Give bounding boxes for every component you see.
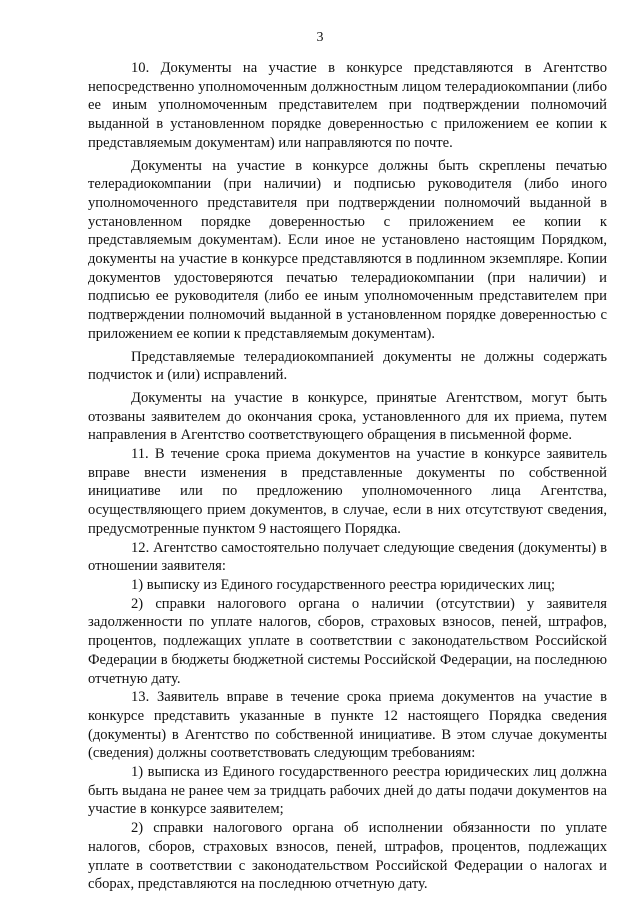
paragraph-13-item-2: 2) справки налогового органа об исполнении обязанности по уплате налогов, сборов, страховых взносов, пеней, штрафов, процентов, подлежащих уплате в соответствии с законодательством Российской Федерации о налогах и сборах, представляются на последнюю отчетную дату. (88, 820, 607, 893)
paragraph-11: 11. В течение срока приема документов на участие в конкурсе заявитель вправе внести изменения в представленные документы по собственной инициативе или по предложению уполномоченного лица Агентства, осуществляющего прием документов, в случае, если в них отсутствуют сведения, предусмотренные пунктом 9 настоящего Порядка. (88, 446, 607, 537)
paragraph-12-item-2: 2) справки налогового органа о наличии (отсутствии) у заявителя задолженности по уплате налогов, сборов, страховых взносов, пеней, штрафов, процентов, подлежащих уплате в соответствии с законодательством Российской Федерации в бюджеты бюджетной системы Российской Федерации, на последнюю отчетную дату. (88, 595, 607, 687)
paragraph-13: 13. Заявитель вправе в течение срока приема документов на участие в конкурсе представить указанные в пункте 12 настоящего Порядка сведения (документы) в Агентство по собственной инициативе. В этом случае документы (сведения) должны соответствовать следующим требованиям: (88, 689, 607, 762)
paragraph-signing-requirements: Документы на участие в конкурсе должны быть скреплены печатью телерадиокомпании (при наличии) и подписью руководителя (либо иного уполномоченного представителя при подтверждении полномочий выданной в установленном порядке доверенностью с приложением ее копии к представляемым документам). Если иное не установлено настоящим Порядком, документы на участие в конкурсе представляются в подлинном экземпляре. Копии документов удостоверяются печатью телерадиокомпании (при наличии) и подписью ее руководителя (либо ее иным уполномоченным представителем при подтверждении полномочий выданной в установленном порядке доверенностью с приложением ее копии к представляемым документам). (88, 157, 607, 342)
paragraph-no-corrections: Представляемые телерадиокомпанией документы не должны содержать подчисток и (или) исправлений. (88, 348, 607, 384)
paragraph-13-item-1: 1) выписка из Единого государственного реестра юридических лиц должна быть выдана не ранее чем за тридцать рабочих дней до даты подачи документов на участие в конкурсе заявителем; (88, 764, 607, 818)
paragraph-withdrawal: Документы на участие в конкурсе, принятые Агентством, могут быть отозваны заявителем до окончания срока, установленного для их приема, путем направления в Агентство соответствующего обращения в письменной форме. (88, 389, 607, 444)
paragraph-10: 10. Документы на участие в конкурсе представляются в Агентство непосредственно уполномоченным должностным лицом телерадиокомпании (либо ее иным уполномоченным представителем при подтверждении полномочий выданной в установленном порядке доверенностью с приложением ее копии к представляемым документам) или направляются по почте. (88, 60, 607, 151)
paragraph-12-item-1: 1) выписку из Единого государственного реестра юридических лиц; (131, 576, 556, 593)
paragraph-12: 12. Агентство самостоятельно получает следующие сведения (документы) в отношении заявителя: (88, 539, 607, 575)
page-number: 3 (316, 30, 324, 45)
document-body (88, 59, 607, 894)
